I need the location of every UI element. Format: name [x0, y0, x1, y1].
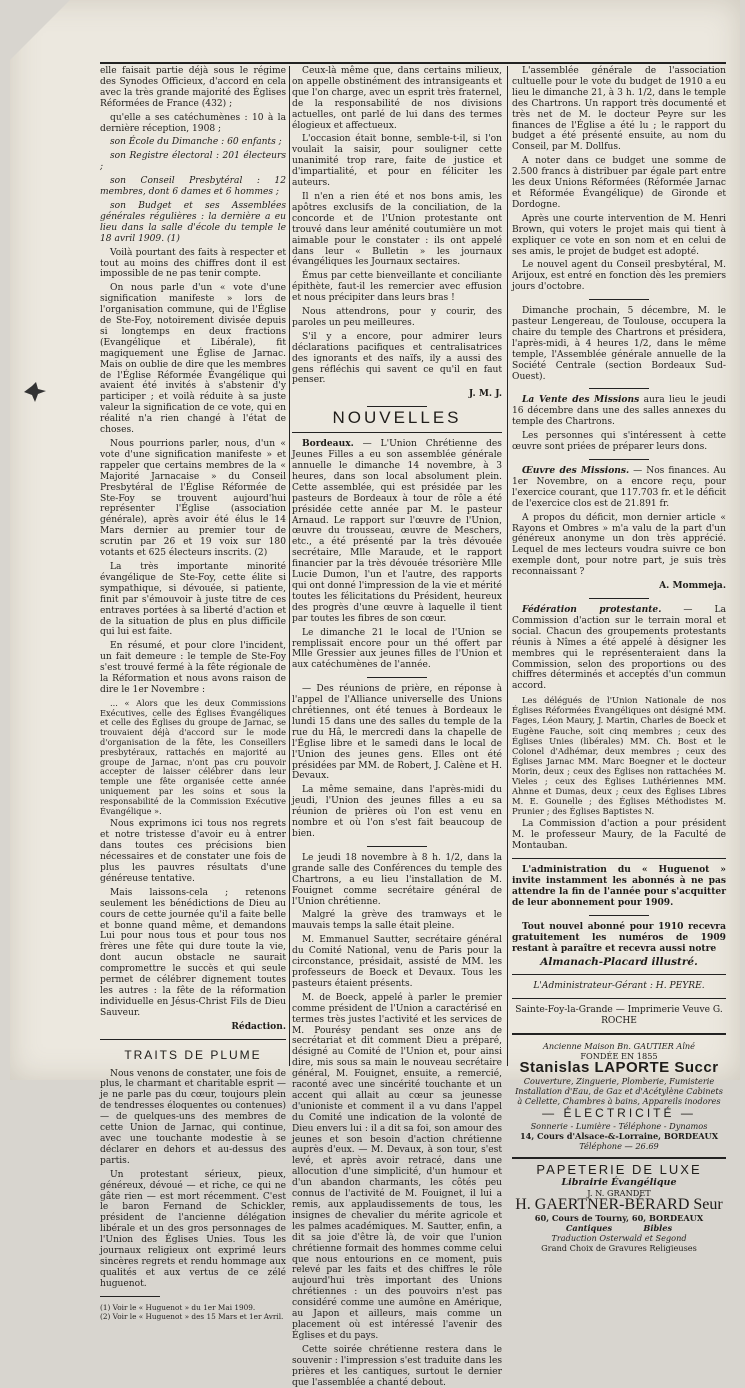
list-item: son École du Dimanche : 60 enfants ;	[110, 137, 282, 148]
separator	[512, 974, 726, 975]
separator	[512, 1033, 726, 1035]
ad-line: Librairie Évangélique	[561, 1176, 677, 1188]
paragraph: Voilà pourtant des faits à respecter et tout au moins des chiffres dont il est impossible de ne pas tenir compte.	[100, 247, 286, 280]
paragraph: Ceux-là même que, dans certains milieux, on appelle obstinément des intransigeants et que l'on charge, avec un esprit très fraternel, de la responsabilité de nos divisions actuelles, ont parlé de lui dans des termes élogieux et affectueux.	[292, 66, 502, 131]
separator	[512, 1157, 726, 1159]
column-rule-2	[507, 66, 508, 1066]
paragraph: Un protestant sérieux, pieux, généreux, dévoué — et riche, ce qui ne gâte rien — est mort récemment. C'est le baron Fernand de Schickler, président de l'ancienne délégation libérale et un des gros personnages de l'Union des Églises Unies. Tous les journaux religieux ont exprimé leurs sincères regrets et rendu hommage aux qualités et aux vertus de ce zélé huguenot.	[100, 1169, 286, 1289]
column-left	[100, 66, 286, 1321]
paragraph: — Des réunions de prière, en réponse à l'appel de l'Alliance universelle des Unions chrétiennes, ont été tenues à Bordeaux le lundi 15 dans une des salles du temple de la rue du Hâ, le mercredi dans la chapelle de l'Église libre et le samedi dans le local de l'Union des jeunes gens. Elles ont été présidées par MM. de Robert, J. Calène et H. Devaux.	[292, 684, 502, 782]
paragraph: Malgré la grève des tramways et le mauvais temps la salle était pleine.	[292, 910, 502, 932]
ad-line: Ancienne Maison Bn. GAUTIER Aîné	[542, 1041, 696, 1052]
paragraph: qu'elle a ses catéchumènes : 10 à la dernière réception, 1908 ;	[100, 112, 286, 134]
paragraph: Dimanche prochain, 5 décembre, M. le pasteur Lengereau, de Toulouse, occupera la chaire du temple des Chartrons et présidera, l'après-midi, à 4 heures 1/2, dans le même temple, l'Assemblée générale annuelle de la Société Centrale (section Bordeaux Sud-Ouest).	[512, 306, 726, 382]
separator	[589, 388, 649, 389]
footnote-separator	[100, 1296, 160, 1297]
ad-line: FONDÉE EN 1855	[580, 1051, 658, 1062]
lead-in: Fédération protestante.	[522, 603, 662, 615]
ad-company-name: Stanislas LAPORTE Succr	[519, 1059, 719, 1077]
lead-in: La Vente des Missions	[522, 394, 640, 406]
separator	[589, 598, 649, 599]
column-rule-1	[289, 66, 290, 1066]
paragraph: Les personnes qui s'intéressent à cette œuvre sont priées de préparer leurs dons.	[512, 431, 726, 453]
separator	[589, 915, 649, 916]
paragraph: On nous parle d'un « vote d'une signification manifeste » lors de l'organisation commune, qui de l'Église de Ste-Foy, notoirement divisée depuis si longtemps en deux fractions (Evangélique et Libérale), fit magiquement une Église de Jarnac. Mais on oublie de dire que les membres de l'Église Réformée Évangélique qui avaient été invités à s'abstenir d'y participer ; et voilà réduite à sa juste valeur la signification de ce vote, qui en réalité n'a rien changé à l'état de choses.	[100, 283, 286, 436]
ad-company-name: H. GAERTNER-BÉRARD Seur	[515, 1195, 723, 1213]
separator	[589, 299, 649, 300]
separator	[292, 432, 502, 433]
quote: ... « Alors que les deux Commissions Exécutives, celle des Églises Évangéliques et celle des Églises du groupe de Jarnac, se trouvaient déjà d'accord sur le mode d'organisation de la fête, les Conseillers presbytéraux, rattachés en majorité au groupe de Jarnac, n'ont pas cru pouvoir accepter de laisser célébrer dans leur temple une fête organisée cette année uniquement par les soins et sous la responsabilité de la Commission Exécutive Évangélique ».	[100, 697, 286, 816]
paragraph: — L'Union Chrétienne des Jeunes Filles a eu son assemblée générale annuelle le dimanche 14 novembre, à 3 heures, dans son local absolument plein. Cette assemblée, qui est présidée par les pasteurs de Bordeaux à tour de rôle a été présidée cette année par M. le pasteur Arnaud. Le rapport sur l'œuvre de l'Union, œuvre du trousseau, œuvre de Meschers, etc., a été présenté par la très dévouée secrétaire, Mlle Maraude, et le rapport financier par la très dévouée trésorière Mlle Lucie Dumon, l'un et l'autre, des rapports qui ont donné l'impression de la vie et mérité toutes les félicitations du Président, heureux des progrès d'une œuvre à laquelle il tient par toutes les fibres de son cœur.	[292, 439, 502, 624]
gerant-line: L'Administrateur-Gérant : H. PEYRE.	[533, 981, 705, 992]
paragraph: Émus par cette bienveillante et conciliante épithète, faut-il les remercier avec effusion et nous précipiter dans leurs bras !	[292, 271, 502, 304]
paragraph: Nous exprimons ici tous nos regrets et notre tristesse d'avoir eu à entrer dans toutes ces précisions bien nécessaires et de constater une fois de plus les pauvres résultats d'une généreuse tentative.	[100, 819, 286, 884]
lead-in: Œuvre des Missions.	[522, 465, 630, 476]
paragraph: La Commission d'action a pour président M. le professeur Maury, de la Faculté de Montauban.	[512, 819, 726, 852]
separator	[589, 459, 649, 460]
signature: J. M. J.	[468, 388, 502, 400]
paragraph: A noter dans ce budget une somme de 2.500 francs à distribuer par égale part entre les deux Unions Réformées (Réformée Jarnac et Réformée Évangélique) de Gironde et Dordogne.	[512, 156, 726, 210]
paragraph: L'assemblée générale de l'association cultuelle pour le vote du budget de 1910 a eu lieu le dimanche 21, à 3 h. 1/2, dans le temple des Chartrons. Un rapport très documenté et très net de M. le docteur Peyre sur les finances de l'Église a été lu ; le rapport du budget a été présenté ensuite, au nom du Conseil, par M. Dollfus.	[512, 66, 726, 153]
ad-line: Couverture, Zinguerie, Plomberie, Fumisterie Installation d'Eau, de Gaz et d'Acétylène Cabinets à Cellette, Chambres à bains, Appareils inodores	[515, 1075, 723, 1106]
paragraph: S'il y a encore, pour admirer leurs déclarations pacifiques et centralisatrices des ignorants et des naïfs, ily a aussi des gens réfléchis qui savent ce qu'il en faut penser.	[292, 331, 502, 386]
column-right	[512, 66, 726, 1253]
paragraph: M. Emmanuel Sautter, secrétaire général du Comité National, venu de Paris pour la circonstance, présidait, assisté de MM. les professeurs de Boeck et Devaux. Tous les pasteurs étaient présents.	[292, 935, 502, 989]
almanach-title: Almanach-Placard illustré.	[540, 956, 698, 969]
paragraph: En résumé, et pour clore l'incident, un fait demeure : le temple de Ste-Foy s'est trouvé fermé à la fête régionale de la Réformation et nous avons raison de dire le 1er Novembre :	[100, 641, 286, 695]
ad-headline: — ÉLECTRICITÉ —	[542, 1105, 696, 1120]
paragraph: Nous pourrions parler, nous, d'un « vote d'une signification manifeste » et rappeler que certains membres de la « Majorité Jarnacaise » du Conseil Presbytéral de l'Église Réformée de Ste-Foy se trouvent aujourd'hui représenter l'Église (association générale), après avoir été élus le 14 Mars dernier au premier tour de scrutin par 26 et 19 voix sur 180 votants et 625 électeurs inscrits. (2)	[100, 439, 286, 559]
paragraph: Après une courte intervention de M. Henri Brown, qui voters le projet mais qui tient à expliquer ce vote en son nom et en celui de ses amis, le projet de budget est adopté.	[512, 213, 726, 257]
ad-line: Grand Choix de Gravures Religieuses	[541, 1242, 697, 1253]
paragraph: elle faisait partie déjà sous le régime des Synodes Officieux, d'accord en cela avec la très grande majorité des Églises Réformées de France (432) ;	[100, 66, 286, 109]
separator	[512, 858, 726, 859]
ad-line: Traduction Osterwald et Segond	[551, 1232, 687, 1243]
advertisement-gaertner	[512, 1161, 726, 1253]
top-rule	[100, 62, 726, 64]
signature: A. Mommeja.	[659, 580, 726, 592]
paragraph: Le dimanche 21 le local de l'Union se remplissait encore pour un thé offert par Mlle Gressier aux jeunes filles de l'Union et aux catéchumènes de l'année.	[292, 627, 502, 671]
ad-line: Cantiques Bibles	[565, 1222, 673, 1233]
paragraph: M. de Boeck, appelé à parler le premier comme président de l'Union a caractérisé en termes très justes l'activité et les services de M. Pourésy pendant ses onze ans de secrétariat et dit comment Dieu a préparé, désigné au Comité de l'Union et, pour ainsi dire, mis sous sa main le nouveau secrétaire général, M. Fouignet, ensuite, a remercié, raconté avec une sincérité touchante et un accent qui allait au cœur sa jeunesse d'unioniste et comment il a vu dans l'appel du Comité une indication de la volonté de Dieu envers lui : il a dit sa foi, son amour des jeunes et son besoin d'action chrétienne auprès d'eux. — M. Devaux, à son tour, s'est levé, et après avoir retracé, dans une allocution d'une simplicité, d'un humour et d'un abandon charmants, les côtés peu connus de l'activité de M. Fouignet, il lui a remis, aux applaudissements de tous, les insignes de chevalier du mérite agricole et les palmes académiques. M. Sautter, enfin, a dit sa joie d'être là, de voir que l'union chrétienne formait des hommes comme celui que nous entourions en ce moment, puis relevé par les faits et des chiffres le rôle aujourd'hui très important des Unions chrétiennes : un des pouvoirs n'est pas considéré comme une aumône en Amérique, au Japon et ailleurs, mais comme un placement où est intéressé l'avenir des Églises et du pays.	[292, 992, 502, 1341]
paragraph: Cette soirée chrétienne restera dans le souvenir : l'impression s'est traduite dans les prières et les cantiques, surtout le dernier que l'assemblée a chanté debout.	[292, 1344, 502, 1388]
paragraph: La même semaine, dans l'après-midi du jeudi, l'Union des jeunes filles a eu sa réunion de prières où l'on est venu en nombre et où l'on s'est fait beaucoup de bien.	[292, 785, 502, 839]
section-title: NOUVELLES	[332, 408, 462, 428]
paragraph: aura lieu le jeudi 16 décembre dans une des salles annexes du temple des Chartrons.	[512, 395, 726, 428]
list-item: son Registre électoral : 201 électeurs ;	[100, 151, 286, 173]
separator	[100, 1039, 286, 1040]
ad-headline: PAPETERIE DE LUXE	[536, 1161, 702, 1177]
paragraph: Mais laissons-cela ; retenons seulement les bénédictions de Dieu au cours de cette journée qu'il a faite belle et bonne quand même, et demandons Lui pour nous tous et pour tous nos frères une fête qui dure toute la vie, dont aucun obstacle ne saurait compromettre le succès et qui seule permet de célébrer dignement toutes les autres : la fête de la réformation individuelle en Jésus-Christ Fils de Dieu Sauveur.	[100, 887, 286, 1018]
ad-line: Sonnerie - Lumière - Téléphone - Dynamos	[530, 1120, 708, 1131]
paragraph: — Nos finances. Au 1er Novembre, on a encore reçu, pour l'exercice courant, que 117.703 fr. et le déficit de l'exercice clos est de 21.891 fr.	[512, 466, 726, 509]
paragraph: Les délégués de l'Union Nationale de nos Églises Réformées Évangéliques ont désigné MM. Fages, Léon Maury, J. Martin, Charles de Boeck et Eugène Fauche, soit cinq membres ; ceux des Églises Unies (libérales) MM. Ch. Bost et le Colonel d'Adhémar, deux membres ; ceux des Églises Jarnac MM. Marc Boegner et le docteur Morin, deux ; ceux des Églises non rattachées M. Vieles ; ceux des Églises Luthériennes MM. Ahnne et Dumas, deux ; ceux des Églises Libres M. E. Gounelle ; des Églises Méthodistes M. Prunier ; des Églises Baptistes N.	[512, 695, 726, 817]
separator	[367, 677, 427, 678]
footnote: (2) Voir le « Huguenot » des 15 Mars et 1er Avril.	[100, 1311, 284, 1321]
column-middle	[292, 66, 502, 1388]
lead-in: Bordeaux.	[302, 438, 354, 450]
advertisement-laporte	[512, 1041, 726, 1151]
paragraph: Le jeudi 18 novembre à 8 h. 1/2, dans la grande salle des Conférences du temple des Chartrons, a eu lieu l'installation de M. Fouignet comme secrétaire général de l'Union chrétienne.	[292, 852, 502, 907]
list-item: son Budget et ses Assemblées générales régulières : la dernière a eu lieu dans la salle d'école du temple le 18 avril 1909. (1)	[100, 200, 286, 244]
ad-phone: Téléphone — 26.69	[579, 1140, 659, 1151]
notice: Tout nouvel abonné pour 1910 recevra gratuitement les numéros de 1909 restant à paraître et recevra aussi notre	[512, 920, 726, 954]
paragraph: Il n'en a rien été et nos bons amis, les apôtres exclusifs de la conciliation, de la concorde et de l'Union protestante ont trouvé dans leur aménité coutumière un mot aimable pour le constater : ils ont appelé dans leur « Bulletin » les journaux évangéliques les Journaux sectaires.	[292, 191, 502, 268]
paragraph: La très importante minorité évangélique de Ste-Foy, cette élite si sympathique, si dévouée, si patiente, finit par s'émouvoir à juste titre de ces entraves portées à sa liberté d'action et de la situation de plus en plus difficile qui lui est faite.	[100, 561, 286, 638]
section-title: TRAITS DE PLUME	[124, 1047, 262, 1062]
signature: Rédaction.	[231, 1020, 286, 1032]
separator	[512, 998, 726, 999]
paragraph: — La Commission d'action sur le terrain moral et social. Chacun des groupements protestants réunis à Nîmes a été appelé à désigner les membres qui le représenteraient dans la Commission, selon des proportions ou des chiffres déterminés et acceptés d'un commun accord.	[512, 604, 726, 692]
separator	[367, 846, 427, 847]
printer-line: Sainte-Foy-la-Grande — Imprimerie Veuve G. ROCHE	[515, 1005, 723, 1027]
paragraph: L'occasion était bonne, semble-t-il, si l'on voulait la saisir, pour souligner cette unanimité trop rare, faite de justice et d'impartialité, et pour en féliciter les auteurs.	[292, 134, 502, 189]
ad-address: 14, Cours d'Alsace-&-Lorraine, BORDEAUX	[519, 1130, 719, 1141]
list-item: son Conseil Presbytéral : 12 membres, dont 6 dames et 6 hommes ;	[100, 176, 286, 198]
paragraph: Nous venons de constater, une fois de plus, le charmant et charitable esprit — je ne parle pas du cœur, toujours plein de tendresses éloquentes ou contenues) — de quelques-uns des membres de cette Union de Jarnac, qui continue, avec une touchante modestie à se déclarer en dehors et au-dessus des partis.	[100, 1068, 286, 1166]
torn-corner	[0, 0, 70, 70]
ad-address: 60, Cours de Tourny, 60, BORDEAUX	[534, 1212, 704, 1223]
footnote: (1) Voir le « Huguenot » du 1er Mai 1909.	[100, 1302, 256, 1312]
paragraph: Le nouvel agent du Conseil presbytéral, M. Arijoux, est entré en fonction dès les premiers jours d'octobre.	[512, 260, 726, 293]
ink-blot-mark	[22, 380, 48, 404]
separator	[367, 406, 427, 407]
paragraph: Nous attendrons, pour y courir, des paroles un peu meilleures.	[292, 307, 502, 328]
ad-line: J. N. GRANDET	[587, 1187, 651, 1198]
paragraph: A propos du déficit, mon dernier article « Rayons et Ombres » m'a valu de la part d'un généreux anonyme un don très apprécié. Lequel de mes lecteurs voudra suivre ce bon exemple dont, pour notre part, je suis très reconnaissant ?	[512, 512, 726, 578]
notice: L'administration du « Huguenot » invite instamment les abonnés à ne pas attendre la fin de l'année pour s'acquitter de leur abonnement pour 1909.	[512, 864, 726, 908]
